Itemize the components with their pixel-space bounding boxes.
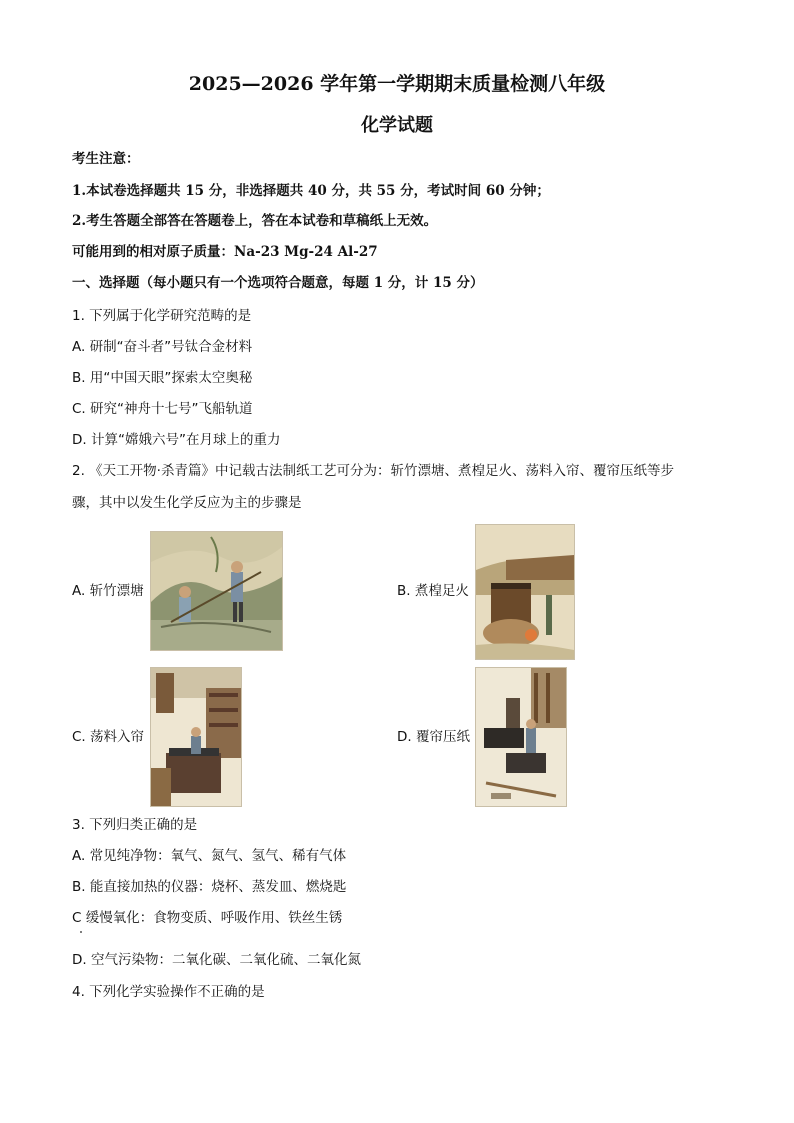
atomic-mass-line: 可能用到的相对原子质量：Na-23 Mg-24 Al-27 (72, 244, 378, 260)
illustration-cutting-bamboo (150, 531, 283, 651)
illustration-scooping-pulp (150, 667, 242, 807)
notice-line-2: 2.考生答题全部答在答题卷上，答在本试卷和草稿纸上无效。 (72, 213, 438, 229)
section-heading: 一、选择题（每小题只有一个选项符合题意，每题 1 分，计 15 分） (72, 275, 484, 291)
question-3-option-c: C 缓慢氧化：食物变质、呼吸作用、铁丝生锈 (72, 910, 343, 926)
notice-heading: 考生注意： (72, 151, 140, 167)
question-3-stem: 3. 下列归类正确的是 (72, 817, 198, 833)
question-2-stem-line-2: 骤，其中以发生化学反应为主的步骤是 (72, 495, 302, 511)
question-1-option-c: C. 研究“神舟十七号”飞船轨道 (72, 401, 253, 417)
illustration-pressing-paper (475, 667, 567, 807)
question-2-option-c: C. 荡料入帘 (72, 729, 145, 745)
question-2-option-d: D. 覆帘压纸 (397, 729, 470, 745)
question-3-option-a: A. 常见纯净物：氧气、氮气、氢气、稀有气体 (72, 848, 347, 864)
illustration-boiling-vat (475, 524, 575, 660)
question-1-option-d: D. 计算“嫦娥六号”在月球上的重力 (72, 432, 281, 448)
question-3-option-d: D. 空气污染物：二氧化碳、二氧化硫、二氧化氮 (72, 952, 361, 968)
notice-line-1: 1.本试卷选择题共 15 分，非选择题共 40 分，共 55 分，考试时间 60 分钟； (72, 183, 550, 199)
question-2-option-b: B. 煮楻足火 (397, 583, 469, 599)
question-1-option-a: A. 研制“奋斗者”号钛合金材料 (72, 339, 253, 355)
question-3-option-b: B. 能直接加热的仪器：烧杯、蒸发皿、燃烧匙 (72, 879, 347, 895)
question-1-option-b: B. 用“中国天眼”探索太空奥秘 (72, 370, 253, 386)
question-2-stem-line-1: 2. 《天工开物·杀青篇》中记载古法制纸工艺可分为：斩竹漂塘、煮楻足火、荡料入帘、覆帘压纸等步 (72, 463, 674, 479)
stray-dot (80, 931, 82, 933)
question-4-stem: 4. 下列化学实验操作不正确的是 (72, 984, 265, 1000)
page-subtitle: 化学试题 (361, 115, 433, 136)
question-2-option-a: A. 斩竹漂塘 (72, 583, 144, 599)
page-title: 2025—2026 学年第一学期期末质量检测八年级 (188, 73, 606, 95)
question-1-stem: 1. 下列属于化学研究范畴的是 (72, 308, 252, 324)
